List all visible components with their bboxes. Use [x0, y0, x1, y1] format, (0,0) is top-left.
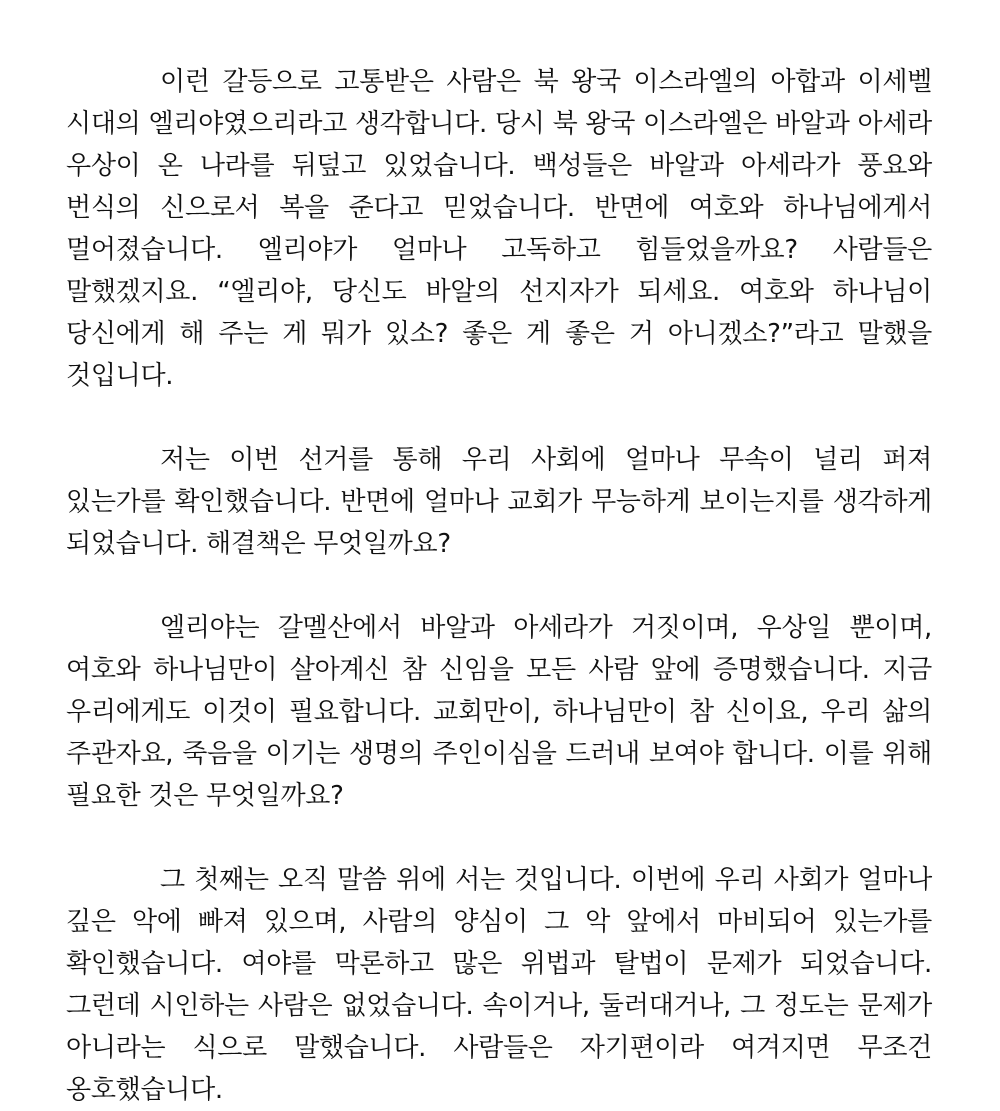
paragraph-4: 그 첫째는 오직 말씀 위에 서는 것입니다. 이번에 우리 사회가 얼마나 깊은 악에 빠져 있으며, 사람의 양심이 그 악 앞에서 마비되어 있는가를 확인했습니다. 여야를 막론하고 많은 위법과 탈법이 문제가 되었습니다. 그런데 시인하는 사람은 없었습니다. 속이거나, 둘러대거나, 그 정도는 문제가 아니라는 식으로 말했습니다. 사람들은 자기편이라 여겨지면 무조건 옹호했습니다. [66, 865, 932, 1105]
paragraph-1: 이런 갈등으로 고통받은 사람은 북 왕국 이스라엘의 아합과 이세벨 시대의 엘리야였으리라고 생각합니다. 당시 북 왕국 이스라엘은 바알과 아세라 우상이 온 나라를 뒤덮고 있었습니다. 백성들은 바알과 아세라가 풍요와 번식의 신으로서 복을 준다고 믿었습니다. 반면에 여호와 하나님에게서 멀어졌습니다. 엘리야가 얼마나 고독하고 힘들었을까요? 사람들은 말했겠지요. “엘리야, 당신도 바알의 선지자가 되세요. 여호와 하나님이 당신에게 해 주는 게 뭐가 있소? 좋은 게 좋은 거 아니겠소?”라고 말했을 것입니다. [66, 67, 932, 391]
paragraph-2: 저는 이번 선거를 통해 우리 사회에 얼마나 무속이 널리 퍼져 있는가를 확인했습니다. 반면에 얼마나 교회가 무능하게 보이는지를 생각하게 되었습니다. 해결책은 무엇일까요? [66, 445, 932, 559]
paragraph-3: 엘리야는 갈멜산에서 바알과 아세라가 거짓이며, 우상일 뿐이며, 여호와 하나님만이 살아계신 참 신임을 모든 사람 앞에 증명했습니다. 지금 우리에게도 이것이 필요합니다. 교회만이, 하나님만이 참 신이요, 우리 삶의 주관자요, 죽음을 이기는 생명의 주인이심을 드러내 보여야 합니다. 이를 위해 필요한 것은 무엇일까요? [66, 613, 932, 811]
document-body [66, 61, 932, 1111]
